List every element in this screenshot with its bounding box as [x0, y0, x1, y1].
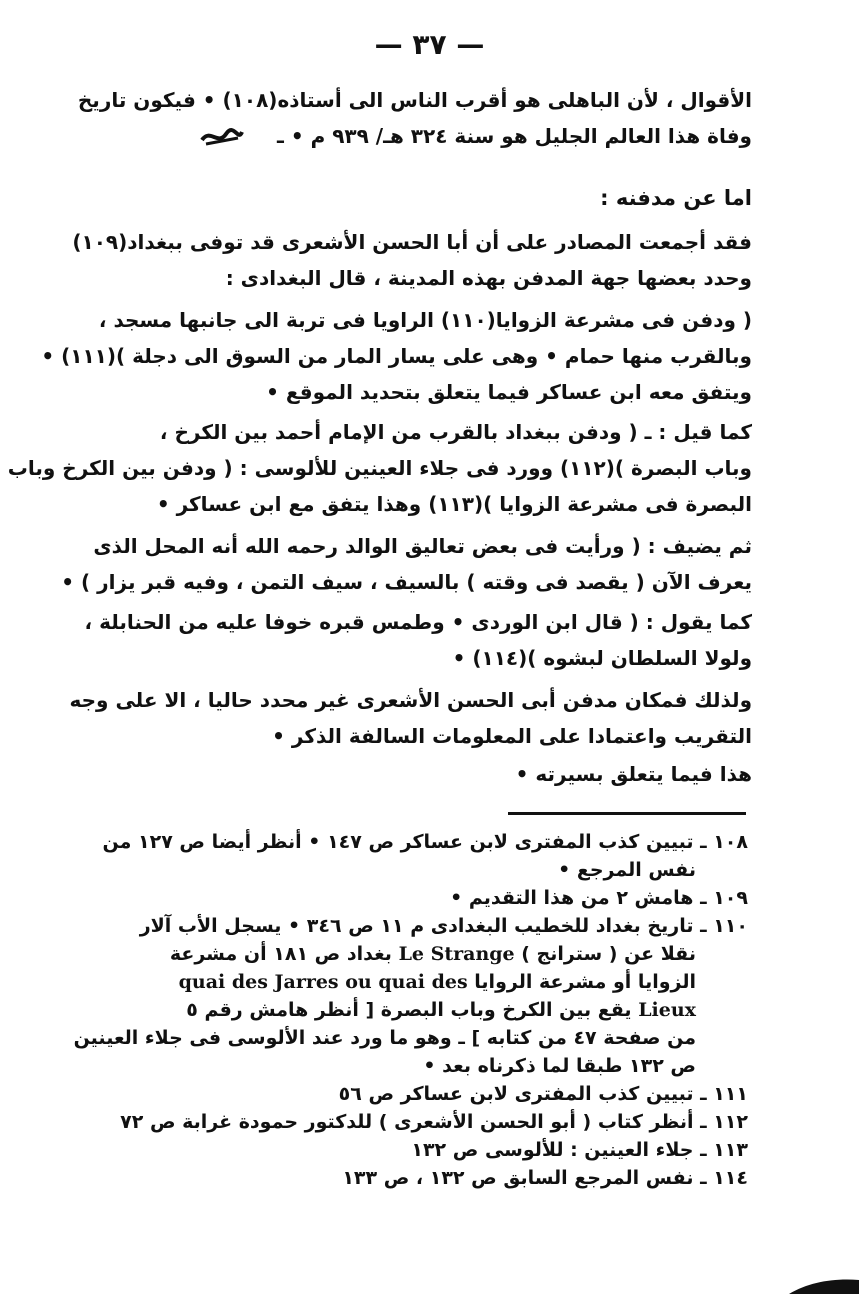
- scan-edge-mark: [789, 1276, 859, 1294]
- text-line: وباب البصرة )(١١٢) وورد فى جلاء العينين للألوسى : ( ودفن بين الكرخ وباب: [7, 456, 752, 480]
- footnote-114: ١١٤ ـ نفس المرجع السابق ص ١٣٢ ، ص ١٣٣: [342, 1167, 748, 1189]
- text-line: كما يقول : ( قال ابن الوردى • وطمس قبره خوفا عليه من الحنابلة ،: [84, 610, 752, 634]
- text-line: البصرة فى مشرعة الزوايا )(١١٣) وهذا يتفق مع ابن عساكر •: [156, 492, 752, 516]
- fn-latin: Lieux: [638, 999, 696, 1021]
- heading-text: اما عن مدفنه :: [600, 186, 752, 210]
- footnote-110-cont: [78, 940, 748, 968]
- text-line: وفاة هذا العالم الجليل هو سنة ٣٢٤ هـ/ ٩٣٩ م • ـ: [277, 124, 752, 148]
- text-line: يعرف الآن ( يقصد فى وقته ) بالسيف ، سيف التمن ، وفيه قبر يزار ) •: [61, 570, 752, 594]
- footnote-108: ١٠٨ ـ تبيين كذب المفترى لابن عساكر ص ١٤٧ • أنظر أيضا ص ١٢٧ من: [102, 831, 748, 853]
- footnotes: [73, 828, 748, 1192]
- text-line: الأقوال ، لأن الباهلى هو أقرب الناس الى أستاذه(١٠٨) • فيكون تاريخ: [77, 88, 752, 112]
- text-line: كما قيل : ـ ( ودفن ببغداد بالقرب من الإمام أحمد بين الكرخ ،: [159, 420, 752, 444]
- fn-latin: Le Strange: [398, 943, 515, 965]
- text-line: ولذلك فمكان مدفن أبى الحسن الأشعرى غير محدد حاليا ، الا على وجه: [69, 688, 752, 712]
- footnote-109: ١٠٩ ـ هامش ٢ من هذا التقديم •: [450, 887, 748, 909]
- paragraph-closing: [72, 756, 752, 792]
- footnote-separator: [508, 812, 746, 815]
- fn-arabic: بغداد ص ١٨١ أن مشرعة: [169, 943, 399, 965]
- paragraph-quote-baghdadi: [41, 302, 752, 410]
- footnote-110-cont: [78, 996, 748, 1024]
- section-heading: [72, 180, 752, 216]
- text-line: ولولا السلطان لبشوه )(١١٤) •: [452, 646, 752, 670]
- fn-arabic: الزوايا أو مشرعة الروايا: [467, 971, 696, 993]
- text-line: وحدد بعضها جهة المدفن بهذه المدينة ، قال البغدادى :: [225, 266, 752, 290]
- footnote-110: ١١٠ ـ تاريخ بغداد للخطيب البغدادى م ١١ ص ٣٤٦ • يسجل الأب آلار: [139, 915, 748, 937]
- fn-arabic: يقع بين الكرخ وباب البصرة [ أنظر هامش رقم ٥: [186, 999, 639, 1021]
- text-line: فقد أجمعت المصادر على أن أبا الحسن الأشعرى قد توفى ببغداد(١٠٩): [72, 230, 752, 254]
- fn-latin: quai des Jarres ou quai des: [178, 971, 468, 993]
- page-number: — ٣٧ —: [374, 28, 485, 61]
- footnote-112: ١١٢ ـ أنظر كتاب ( أبو الحسن الأشعرى ) للدكتور حمودة غرابة ص ٧٢: [120, 1111, 748, 1133]
- fn-arabic: نقلا عن ( سترانج ): [514, 943, 696, 965]
- footnote-110-cont: [78, 968, 748, 996]
- text-line: ثم يضيف : ( ورأيت فى بعض تعاليق الوالد رحمه الله أنه المحل الذى: [93, 534, 752, 558]
- paragraph-death-date: [72, 82, 752, 154]
- text-line: ( ودفن فى مشرعة الزوايا(١١٠) الراويا فى تربة الى جانبها مسجد ،: [98, 308, 752, 332]
- paragraph-burial: [72, 224, 752, 296]
- text-line: وبالقرب منها حمام • وهى على يسار المار من السوق الى دجلة )(١١١) •: [41, 344, 752, 368]
- footnote-113: ١١٣ ـ جلاء العينين : للألوسى ص ١٣٢: [411, 1139, 748, 1161]
- paragraph-conclusion: [69, 682, 752, 754]
- text-line: ويتفق معه ابن عساكر فيما يتعلق بتحديد الموقع •: [266, 380, 752, 404]
- footnote-110-cont: ص ١٣٢ طبقا لما ذكرناه بعد •: [423, 1055, 696, 1077]
- paragraph-karkh: [7, 414, 752, 522]
- scribble-mark: [200, 124, 244, 150]
- text-line: التقريب واعتمادا على المعلومات السالفة الذكر •: [272, 724, 752, 748]
- footnote-108-cont: نفس المرجع •: [558, 859, 696, 881]
- footnote-111: ١١١ ـ تبيين كذب المفترى لابن عساكر ص ٥٦: [338, 1083, 748, 1105]
- footnote-110-cont: من صفحة ٤٧ من كتابه ] ـ وهو ما ورد عند الألوسى فى جلاء العينين: [73, 1027, 696, 1049]
- paragraph-sayf: [61, 528, 752, 600]
- paragraph-wardi: [72, 604, 752, 676]
- text-line: هذا فيما يتعلق بسيرته •: [515, 762, 752, 786]
